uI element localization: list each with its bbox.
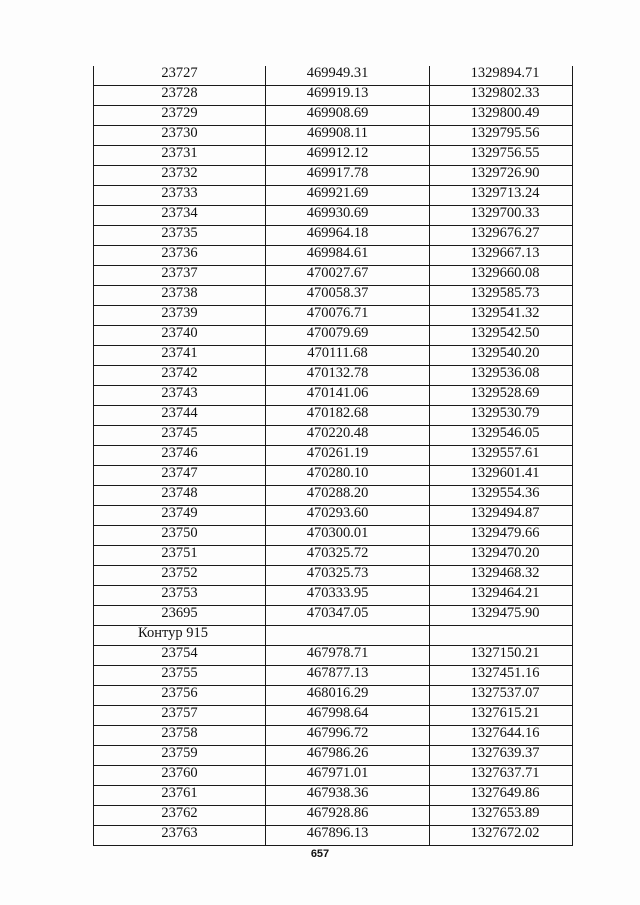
- x-coordinate-cell: 469921.69: [266, 186, 430, 206]
- point-number-cell: 23730: [94, 126, 266, 146]
- y-coordinate-cell: 1327644.16: [430, 726, 573, 746]
- table-row: [94, 146, 573, 166]
- point-number-cell: 23748: [94, 486, 266, 506]
- y-coordinate-cell: 1329528.69: [430, 386, 573, 406]
- empty-cell: [430, 626, 573, 646]
- x-coordinate-cell: 470288.20: [266, 486, 430, 506]
- table-row: [94, 486, 573, 506]
- point-number-cell: 23751: [94, 546, 266, 566]
- x-coordinate-cell: 470182.68: [266, 406, 430, 426]
- point-number-cell: 23743: [94, 386, 266, 406]
- point-number-cell: 23760: [94, 766, 266, 786]
- x-coordinate-cell: 470220.48: [266, 426, 430, 446]
- table-row: [94, 126, 573, 146]
- table-row: [94, 86, 573, 106]
- y-coordinate-cell: 1329700.33: [430, 206, 573, 226]
- table-row: [94, 646, 573, 666]
- table-row: [94, 306, 573, 326]
- y-coordinate-cell: 1329713.24: [430, 186, 573, 206]
- point-number-cell: 23728: [94, 86, 266, 106]
- table-row: [94, 66, 573, 86]
- table-row: [94, 586, 573, 606]
- y-coordinate-cell: 1329676.27: [430, 226, 573, 246]
- point-number-cell: 23755: [94, 666, 266, 686]
- x-coordinate-cell: 469919.13: [266, 86, 430, 106]
- point-number-cell: 23695: [94, 606, 266, 626]
- y-coordinate-cell: 1329601.41: [430, 466, 573, 486]
- y-coordinate-cell: 1329756.55: [430, 146, 573, 166]
- x-coordinate-cell: 470079.69: [266, 326, 430, 346]
- x-coordinate-cell: 470132.78: [266, 366, 430, 386]
- table-row: [94, 406, 573, 426]
- table-row: [94, 246, 573, 266]
- table-row: [94, 606, 573, 626]
- y-coordinate-cell: 1329585.73: [430, 286, 573, 306]
- y-coordinate-cell: 1329557.61: [430, 446, 573, 466]
- y-coordinate-cell: 1329464.21: [430, 586, 573, 606]
- point-number-cell: 23756: [94, 686, 266, 706]
- y-coordinate-cell: 1329542.50: [430, 326, 573, 346]
- y-coordinate-cell: 1327672.02: [430, 826, 573, 846]
- point-number-cell: 23741: [94, 346, 266, 366]
- x-coordinate-cell: 467998.64: [266, 706, 430, 726]
- point-number-cell: 23753: [94, 586, 266, 606]
- y-coordinate-cell: 1329894.71: [430, 66, 573, 86]
- table-row: [94, 526, 573, 546]
- table-row: [94, 166, 573, 186]
- y-coordinate-cell: 1329660.08: [430, 266, 573, 286]
- point-number-cell: 23745: [94, 426, 266, 446]
- point-number-cell: 23761: [94, 786, 266, 806]
- table-row: [94, 826, 573, 846]
- y-coordinate-cell: 1329468.32: [430, 566, 573, 586]
- y-coordinate-cell: 1329479.66: [430, 526, 573, 546]
- point-number-cell: 23738: [94, 286, 266, 306]
- table-row: [94, 666, 573, 686]
- section-header-row: [94, 626, 573, 646]
- x-coordinate-cell: 467938.36: [266, 786, 430, 806]
- coordinates-table-body: [94, 66, 573, 846]
- section-label: Контур 915: [94, 626, 266, 646]
- point-number-cell: 23757: [94, 706, 266, 726]
- point-number-cell: 23737: [94, 266, 266, 286]
- y-coordinate-cell: 1329494.87: [430, 506, 573, 526]
- y-coordinate-cell: 1329540.20: [430, 346, 573, 366]
- table-row: [94, 686, 573, 706]
- x-coordinate-cell: 467877.13: [266, 666, 430, 686]
- x-coordinate-cell: 469930.69: [266, 206, 430, 226]
- x-coordinate-cell: 469964.18: [266, 226, 430, 246]
- x-coordinate-cell: 467896.13: [266, 826, 430, 846]
- x-coordinate-cell: 469908.11: [266, 126, 430, 146]
- table-row: [94, 366, 573, 386]
- y-coordinate-cell: 1329530.79: [430, 406, 573, 426]
- y-coordinate-cell: 1327150.21: [430, 646, 573, 666]
- table-row: [94, 266, 573, 286]
- x-coordinate-cell: 467971.01: [266, 766, 430, 786]
- table-row: [94, 726, 573, 746]
- x-coordinate-cell: 470333.95: [266, 586, 430, 606]
- point-number-cell: 23758: [94, 726, 266, 746]
- table-row: [94, 286, 573, 306]
- x-coordinate-cell: 470261.19: [266, 446, 430, 466]
- table-row: [94, 806, 573, 826]
- y-coordinate-cell: 1329546.05: [430, 426, 573, 446]
- y-coordinate-cell: 1329667.13: [430, 246, 573, 266]
- x-coordinate-cell: 470280.10: [266, 466, 430, 486]
- x-coordinate-cell: 469917.78: [266, 166, 430, 186]
- x-coordinate-cell: 470325.73: [266, 566, 430, 586]
- table-row: [94, 326, 573, 346]
- y-coordinate-cell: 1327637.71: [430, 766, 573, 786]
- point-number-cell: 23750: [94, 526, 266, 546]
- y-coordinate-cell: 1329795.56: [430, 126, 573, 146]
- x-coordinate-cell: 470058.37: [266, 286, 430, 306]
- point-number-cell: 23744: [94, 406, 266, 426]
- table-row: [94, 206, 573, 226]
- point-number-cell: 23727: [94, 66, 266, 86]
- point-number-cell: 23763: [94, 826, 266, 846]
- table-row: [94, 106, 573, 126]
- point-number-cell: 23735: [94, 226, 266, 246]
- point-number-cell: 23732: [94, 166, 266, 186]
- y-coordinate-cell: 1329554.36: [430, 486, 573, 506]
- table-row: [94, 226, 573, 246]
- coordinates-table: [93, 66, 573, 846]
- table-row: [94, 386, 573, 406]
- x-coordinate-cell: 470300.01: [266, 526, 430, 546]
- x-coordinate-cell: 469908.69: [266, 106, 430, 126]
- x-coordinate-cell: 467986.26: [266, 746, 430, 766]
- table-row: [94, 786, 573, 806]
- x-coordinate-cell: 467996.72: [266, 726, 430, 746]
- x-coordinate-cell: 469912.12: [266, 146, 430, 166]
- x-coordinate-cell: 470141.06: [266, 386, 430, 406]
- empty-cell: [266, 626, 430, 646]
- x-coordinate-cell: 470076.71: [266, 306, 430, 326]
- x-coordinate-cell: 470347.05: [266, 606, 430, 626]
- x-coordinate-cell: 470293.60: [266, 506, 430, 526]
- table-row: [94, 706, 573, 726]
- y-coordinate-cell: 1329470.20: [430, 546, 573, 566]
- table-row: [94, 546, 573, 566]
- point-number-cell: 23739: [94, 306, 266, 326]
- x-coordinate-cell: 469949.31: [266, 66, 430, 86]
- point-number-cell: 23749: [94, 506, 266, 526]
- y-coordinate-cell: 1329802.33: [430, 86, 573, 106]
- y-coordinate-cell: 1327649.86: [430, 786, 573, 806]
- page-number: 657: [310, 848, 330, 860]
- point-number-cell: 23759: [94, 746, 266, 766]
- point-number-cell: 23762: [94, 806, 266, 826]
- y-coordinate-cell: 1329726.90: [430, 166, 573, 186]
- point-number-cell: 23733: [94, 186, 266, 206]
- y-coordinate-cell: 1329800.49: [430, 106, 573, 126]
- x-coordinate-cell: 469984.61: [266, 246, 430, 266]
- table-row: [94, 566, 573, 586]
- table-row: [94, 766, 573, 786]
- y-coordinate-cell: 1327537.07: [430, 686, 573, 706]
- y-coordinate-cell: 1327615.21: [430, 706, 573, 726]
- table-row: [94, 426, 573, 446]
- y-coordinate-cell: 1327639.37: [430, 746, 573, 766]
- point-number-cell: 23740: [94, 326, 266, 346]
- x-coordinate-cell: 470111.68: [266, 346, 430, 366]
- table-row: [94, 446, 573, 466]
- y-coordinate-cell: 1329541.32: [430, 306, 573, 326]
- point-number-cell: 23734: [94, 206, 266, 226]
- x-coordinate-cell: 470325.72: [266, 546, 430, 566]
- point-number-cell: 23736: [94, 246, 266, 266]
- x-coordinate-cell: 468016.29: [266, 686, 430, 706]
- y-coordinate-cell: 1329475.90: [430, 606, 573, 626]
- table-row: [94, 746, 573, 766]
- table-row: [94, 346, 573, 366]
- table-row: [94, 506, 573, 526]
- table-row: [94, 186, 573, 206]
- x-coordinate-cell: 467978.71: [266, 646, 430, 666]
- point-number-cell: 23731: [94, 146, 266, 166]
- y-coordinate-cell: 1329536.08: [430, 366, 573, 386]
- table-row: [94, 466, 573, 486]
- x-coordinate-cell: 467928.86: [266, 806, 430, 826]
- point-number-cell: 23754: [94, 646, 266, 666]
- point-number-cell: 23729: [94, 106, 266, 126]
- point-number-cell: 23746: [94, 446, 266, 466]
- point-number-cell: 23747: [94, 466, 266, 486]
- y-coordinate-cell: 1327653.89: [430, 806, 573, 826]
- x-coordinate-cell: 470027.67: [266, 266, 430, 286]
- point-number-cell: 23752: [94, 566, 266, 586]
- point-number-cell: 23742: [94, 366, 266, 386]
- y-coordinate-cell: 1327451.16: [430, 666, 573, 686]
